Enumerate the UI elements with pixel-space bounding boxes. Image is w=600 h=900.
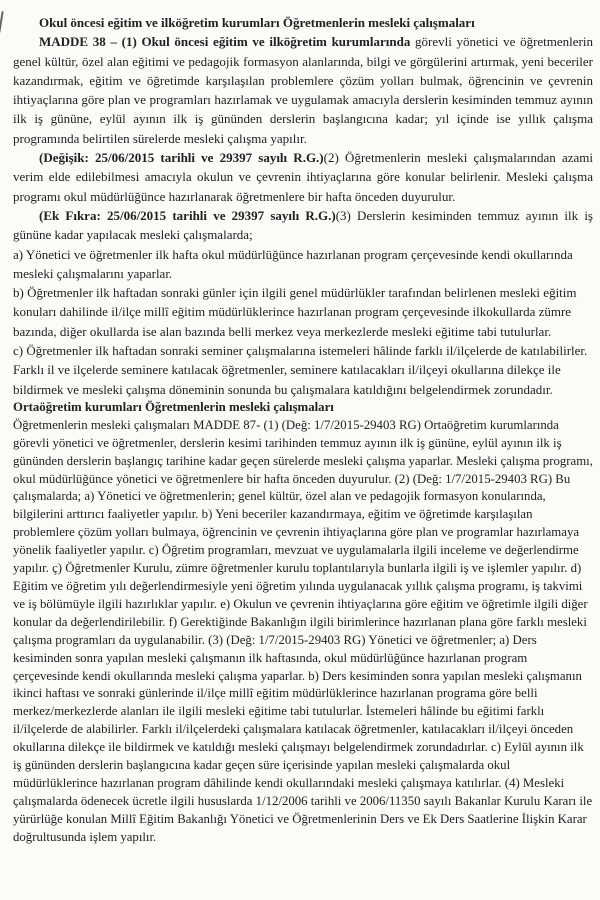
list-item-b: b) Öğretmenler ilk haftadan sonraki günler için ilgili genel müdürlükler tarafından belirlenen mesleki eğitim konuları dahilinde il/ilçe millî eğitim müdürlüklerince hazırlanan program çerçevesinde ilkokullarda zümre bazında, diğer okullarda ise alan bazında belli merkez veya merkezlerde mesleki eğitime tabi tutulurlar. [13,285,577,339]
paragraph-ek-fikra-2015 [13,206,593,245]
list-item-a: a) Yönetici ve öğretmenler ilk hafta okul müdürlüğünce hazırlanan program çerçevesinde kendi okullarında mesleki çalışmalarını yaparlar. [13,246,573,281]
section-madde-87 [13,399,593,847]
madde-38-lead-bold: MADDE 38 – (1) Okul öncesi eğitim ve ilköğretim kurumlarında [39,34,411,50]
paragraph-madde-38 [13,32,593,148]
madde-38-body-text: görevli yönetici ve öğretmenlerin genel kültür, özel alan eğitimi ve pedagojik formasyon alanlarında, bilgi ve görgülerini artırmak, yeni beceriler kazandırmak, eğitim ve öğretimde karşılaşılan problemlere çözüm yolları bulmak, öğrencinin ve çevrenin ihtiyaçlarına göre plan ve programları hazırlamak ve uygulamak amacıyla derslerin kesiminden temmuz ayının ilk iş gününe, eylül ayının ilk iş gününden derslerin başlangıcına kadar; yıl içinde ise yıllık çalışma programında belirtilen sürelerde mesleki çalışma yapılır. [13,34,593,146]
list-item-c: c) Öğretmenler ilk haftadan sonraki seminer çalışmalarına istemeleri hâlinde farklı il/ilçelerde de katılabilirler. Farklı il ve ilçelerde seminere katılacak öğretmenler, seminere katılacakları il/ilçeyi okullarına dilekçe ile bildirmek ve mesleki çalışma döneminin sonunda bu çalışmalara katıldığını belgelendirmek zorundadır. [13,343,588,397]
degisik-lead-bold: (Değişik: 25/06/2015 tarihli ve 29397 sayılı R.G.) [39,150,324,166]
degisik-body-text: (2) Öğretmenlerin mesleki çalışmalarından azami verim elde edilebilmesi amacıyla okulun ve çevrenin ihtiyaçlarına göre konular belirlenir. Mesleki çalışma programı okul müdürlüğünce hazırlanarak öğretmenlere bir hafta önceden duyurulur. [13,150,593,204]
ek-fikra-body-text: (3) Derslerin kesiminden temmuz ayının ilk iş gününe kadar yapılacak mesleki çalışmalarda; [13,207,593,243]
section-madde-38 [13,13,593,399]
madde-87-section-heading: Ortaöğretim kurumları Öğretmenlerin mesleki çalışmaları [13,399,334,414]
scan-artifact-mark [0,11,4,33]
madde-38-section-heading: Okul öncesi eğitim ve ilköğretim kurumları Öğretmenlerin mesleki çalışmaları [39,15,475,30]
ek-fikra-lead-bold: (Ek Fıkra: 25/06/2015 tarihli ve 29397 sayılı R.G.) [39,207,336,223]
paragraph-madde-87: Öğretmenlerin mesleki çalışmaları MADDE 87- (1) (Değ: 1/7/2015-29403 RG) Ortaöğretim kurumlarında görevli yönetici ve öğretmenler, derslerin kesimi tarihinden temmuz ayının ilk iş gününe, eylül ayının ilk iş gününden derslerin başlangıç tarihine kadar geçen sürelerde mesleki çalışma yaparlar. Mesleki çalışma programı, okul müdürlüğünce yönetici ve öğretmenlere bir hafta önceden duyurulur. (2) (Değ: 1/7/2015-29403 RG) Bu çalışmalarda; a) Yönetici ve öğretmenlerin; genel kültür, özel alan ve pedagojik formasyon konularında, bilgilerini arttırıcı faaliyetler yapılır. b) Yeni beceriler kazandırmaya, eğitim ve öğretimde karşılaşılan problemlere çözüm yolları bulmaya, öğrencinin ve çevrenin ihtiyaçlarına göre plan ve programlar hazırlamaya yönelik faaliyetler yapılır. c) Öğretim programları, mevzuat ve uygulamalarla ilgili inceleme ve değerlendirme yapılır. ç) Öğretmenler Kurulu, zümre öğretmenler kurulu toplantılarıyla bunlarla ilgili iş ve işlemler yapılır. d) Eğitim ve öğretim yılı değerlendirmesiyle yeni öğretim yılında uygulanacak yıllık çalışma programı, iş takvimi ve iş bölümüyle ilgili hazırlıklar yapılır. e) Okulun ve çevrenin ihtiyaçlarına göre eğitim ve öğretimle ilgili diğer konular da değerlendirilebilir. f) Gerektiğinde Bakanlığın ilgili birimlerince hazırlanan plana göre farklı mesleki çalışma programları da uygulanabilir. (3) (Değ: 1/7/2015-29403 RG) Yönetici ve öğretmenler; a) Ders kesiminden sonra yapılan mesleki çalışmanın ilk haftasında, okul müdürlüğünce hazırlanan program çerçevesinde kendi okullarında mesleki çalışma yaparlar. b) Ders kesiminden sonra yapılan mesleki çalışmanın ikinci haftası ve sonraki günlerinde il/ilçe millî eğitim müdürlüklerince hazırlanan programa göre belli merkez/merkezlerde alanları ile ilgili mesleki eğitime tabi tutulurlar. İstemeleri hâlinde bu eğitimi farklı il/ilçelerde de alabilirler. Farklı il/ilçelerdeki çalışmalara katılacak öğretmenler, katılacakları il/ilçeyi önceden okullarına dilekçe ile bildirmek ve katıldığı mesleki çalışmayı belgelendirmek zorundadırlar. c) Eylül ayının ilk iş gününden derslerin başlangıcına kadar geçen süre içerisinde yapılan mesleki çalışmalarda okul müdürlüklerince hazırlanan program dâhilinde kendi okullarındaki mesleki çalışmaya katılırlar. (4) Mesleki çalışmalarda ödenecek ücretle ilgili hususlarda 1/12/2006 tarihli ve 2006/11350 sayılı Bakanlar Kurulu Kararı ile yürürlüğe konulan Millî Eğitim Bakanlığı Yönetici ve Öğretmenlerinin Ders ve Ek Ders Saatlerine İlişkin Karar doğrultusunda işlem yapılır. [13,417,593,844]
paragraph-degisik-2015 [13,148,593,206]
